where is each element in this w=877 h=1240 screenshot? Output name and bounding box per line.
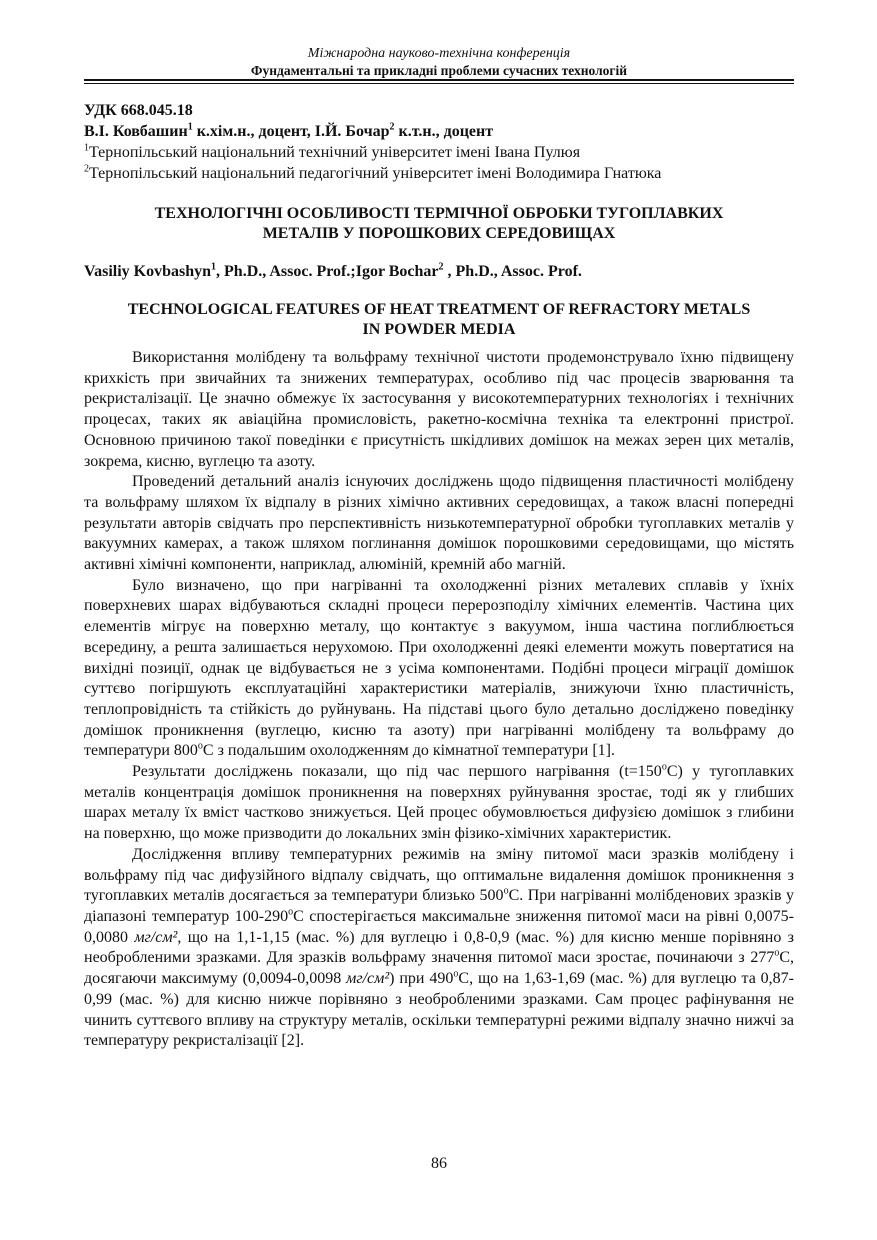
author-en-1: Vasiliy Kovbashyn [84,263,212,280]
title-ua-line-1: ТЕХНОЛОГІЧНІ ОСОБЛИВОСТІ ТЕРМІЧНОЇ ОБРОБКИ ТУГОПЛАВКИХ [154,205,724,222]
author-1-name: В.І. Ковбашин [84,123,188,140]
author-2-rest: к.т.н., доцент [394,123,494,140]
degree-sup: о [453,968,459,980]
title-en-line-2: IN POWDER MEDIA [362,321,516,338]
paragraph-3-text-a: Було визначено, що при нагріванні та охолодженні різних металевих сплавів у їхніх поверхневих шарах відбуваються складні процеси перерозподілу хімічних елементів. Частина цих елементів мігрує на поверхню металу, що контактує з вакуумом, інша частина поглиблюється всередину, а решта залишається нерухомою. При охолодженні деякі елементи можуть повертатися на вихідні позиції, однак це відбувається не з усіма компонентами. Подібні процеси міграції домішок суттєво погіршують експлуатаційні характеристики матеріалів, знижуючи їхню пластичність, теплопровідність та стійкість до руйнувань. На підставі цього було детально досліджено поведінку домішок проникнення (вуглецю, кисню та азоту) при нагріванні молібдену та вольфраму до температури 800 [84,576,794,760]
body-text [84,348,794,1052]
author-2-sup: 2 [389,121,395,133]
affiliation-2-sup: 2 [84,163,89,175]
title-en [84,300,794,340]
conference-name: Міжнародна науково-технічна конференція [307,46,571,61]
paragraph-5-text-e: С, досягаючи максимуму (0,0094-0,0098 [84,949,794,988]
paragraph-3 [84,576,794,762]
affiliation-1 [84,142,794,163]
authors-en [84,261,794,282]
paragraph-1: Використання молібдену та вольфраму технічної чистоти продемонструвало їхню підвищену крихкість при звичайних та знижених температурах, особливо під час процесів зварювання та рекристалізації. Це значно обмежує їх застосування у високотемпературних технологіях і технічних процесах, таких як авіаційна промисловість, ракетно-космічна техніка та електронні пристрої. Основною причиною такої поведінки є присутність шкідливих домішок на межах зерен цих металів, зокрема, кисню, вуглецю та азоту. [84,349,794,470]
paragraph-5-text-d: , що на 1,1-1,15 (мас. %) для вуглецю і 0,8-0,9 (мас. %) для кисню менше порівняно з необробленими зразками. Для зразків вольфраму значення питомої маси зростає, починаючи з 277 [84,928,795,967]
degree-sup: о [503,885,509,897]
affiliation-2 [84,163,794,184]
degree-sup: о [774,948,780,960]
conference-title: Фундаментальні та прикладні проблеми сучасних технологій [250,63,628,78]
author-en-2-sup: 2 [438,261,444,273]
paragraph-4 [84,762,794,845]
title-ua-line-2: МЕТАЛІВ У ПОРОШКОВИХ СЕРЕДОВИЩАХ [262,225,616,242]
udk-code: УДК 668.045.18 [84,102,193,119]
paragraph-5-text-c: С спостерігається максимальне зниження питомої маси на рівні 0,0075-0,0080 [84,907,794,946]
paragraph-5-text-f: ) при 490 [389,970,454,988]
author-en-1-sup: 1 [211,261,217,273]
affiliation-1-text: Тернопільський національний технічний університет імені Івана Пулюя [89,144,581,161]
authors-ua [84,121,794,142]
paragraph-5-text-b: С. При нагріванні молібденових зразків у діапазоні температур 100-290 [84,887,795,925]
paragraph-5 [84,845,794,1052]
header-rule-thick [84,79,794,81]
title-en-line-1: TECHNOLOGICAL FEATURES OF HEAT TREATMENT OF REFRACTORY METALS [127,301,751,318]
degree-sup: о [288,906,294,918]
paragraph-4-text-b: С) у тугоплавких металів концентрація домішок проникнення на поверхнях руйнування зростає, тоді як у глибших шарах металу їх вміст частково знижується. Цей процес обумовлюється дифузією домішок з глибини на поверхню, що може призводити до локальних змін фізико-хімічних характеристик. [84,763,795,843]
degree-sup: о [197,741,203,753]
title-ua [84,204,794,244]
paragraph-5-text-g: С, що на 1,63-1,69 (мас. %) для вуглецю та 0,87-0,99 (мас. %) для кисню нижче порівняно з необробленими зразками. Сам процес рафінування не чинить суттєвого впливу на структуру металів, оскільки температурні режими відпалу значно нижчі за температуру рекристалізації [2]. [84,970,795,1050]
affiliation-2-text: Тернопільський національний педагогічний університет імені Володимира Гнатюка [89,165,662,182]
unit-text: мг/см² [134,928,178,946]
unit-text: мг/см² [346,970,390,988]
paragraph-5-text-a: Дослідження впливу температурних режимів на зміну питомої маси зразків молібдену і вольфраму під час дифузійного відпалу свідчать, що оптимальне видалення домішок проникнення з тугоплавких металів досягається за температури близько 500 [84,845,794,905]
page-number: 86 [431,1155,447,1172]
paragraph-3-text-b: С з подальшим охолодженням до кімнатної температури [1]. [202,742,615,760]
header-rule-thin [84,83,794,84]
affiliation-1-sup: 1 [84,142,89,154]
author-en-2-rest: , Ph.D., Assoc. Prof. [443,263,582,280]
author-1-sup: 1 [187,121,193,133]
degree-sup: о [661,761,667,773]
paragraph-2: Проведений детальний аналіз існуючих досліджень щодо підвищення пластичності молібдену та вольфраму шляхом їх відпалу в різних хімічно активних середовищах, а також власні попередні результати авторів свідчать про перспективність низькотемпературної обробки тугоплавких металів у вакуумних камерах, а також шляхом поглинання домішок порошковими середовищами, що містять активні хімічні компоненти, наприклад, алюміній, кремній або магній. [84,473,794,574]
author-1-rest: к.хім.н., доцент, І.Й. Бочар [192,123,390,140]
paragraph-4-text-a: Результати досліджень показали, що під час першого нагрівання (t=150 [132,763,662,781]
author-en-1-rest: , Ph.D., Assoc. Prof.;Igor Bochar [216,263,439,280]
